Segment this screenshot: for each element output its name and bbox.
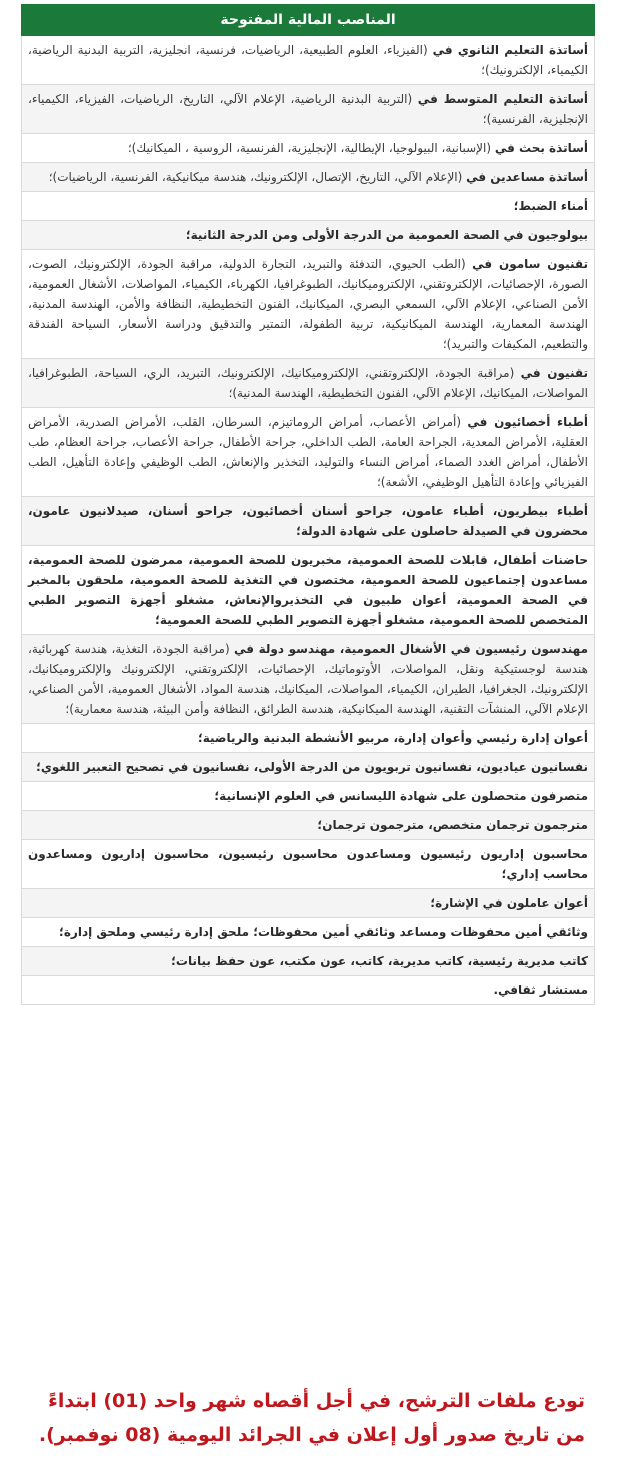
position-cell [22, 497, 595, 546]
position-title: مستشار ثقافي. [493, 983, 588, 997]
position-title: متصرفون متحصلون على شهادة الليسانس في العلوم الإنسانية؛ [214, 789, 588, 803]
position-title: أعوان عاملون في الإشارة؛ [430, 896, 588, 910]
table-row [22, 359, 595, 408]
position-cell [22, 918, 595, 947]
position-title: بيولوجيون في الصحة العمومية من الدرجة الأولى ومن الدرجة الثانية؛ [185, 228, 588, 242]
position-specialties: (الطب الحيوي، التدفئة والتبريد، التجارة الدولية، مراقبة الجودة، الإلكترونيك، الصوت، الصورة، الإحصائيات، الإلكتروتقني، الإلكتروميكانيك، الطبوغرافيا، الكهرباء، الكيمياء، المواصلات، الأشغال العمومية، الأمن الصناعي، الإعلام الآلي، السمعي البصري، الميكانيك، الفنون التخطيطية، النظافة والأمن، الهندسة المدنية، الهندسة المعمارية، الهندسة الميكانيكية، تربية الطفولة، التمتير والتدقيق ودراسة الأسعار، السياحة الفندقة والتطعيم، المكيفات والتبريد)؛ [28, 257, 588, 351]
position-title: أساتذة بحث في [494, 141, 588, 155]
table-row [22, 947, 595, 976]
table-row [22, 840, 595, 889]
table-row [22, 221, 595, 250]
deadline-notice: تودع ملفات الترشح، في أجل أقصاه شهر واحد (01) ابتداءً من تاريخ صدور أول إعلان في الجرائد اليومية (08 نوفمبر). [38, 1390, 585, 1446]
position-title: أساتذة التعليم الثانوي في [432, 43, 588, 57]
table-row [22, 782, 595, 811]
position-title: أساتذة مساعدين في [466, 170, 588, 184]
position-title: أعوان إدارة رئيسي وأعوان إدارة، مربيو الأنشطة البدنية والرياضية؛ [197, 731, 588, 745]
table-title: المناصب المالية المفتوحة [22, 5, 595, 36]
table-row [22, 163, 595, 192]
table-row [22, 250, 595, 359]
position-title: تقنيون سامون في [472, 257, 589, 271]
position-specialties: (مراقبة الجودة، الإلكتروتقني، الإلكتروميكانيك، الإلكترونيك، التبريد، الري، السياحة، الطبوغرافيا، المواصلات، الميكانيك، الإعلام الآلي، الفنون التخطيطية، الهندسة المدنية)؛ [28, 366, 588, 400]
position-specialties: (أمراض الأعصاب، أمراض الروماتيزم، السرطان، القلب، الأمراض الصدرية، الأمراض العقلية، الأمراض المعدية، الجراحة العامة، الطب الداخلي، جراحة الأطفال، جراحة الأعصاب، جراحة العظام، طب الأطفال، أمراض الغدد الصماء، أمراض النساء والتوليد، التخذير والإنعاش، الطب الوظيفي وإعادة التأهيل، الطب الفيزيائي وإعادة التأهيل الوظيفي، الأشعة)؛ [28, 415, 588, 489]
position-title: مهندسون رئيسيون في الأشغال العمومية، مهندسو دولة في [233, 642, 589, 656]
table-row [22, 36, 595, 85]
position-cell [22, 546, 595, 635]
position-cell [22, 359, 595, 408]
position-cell [22, 134, 595, 163]
position-specialties: (التربية البدنية الرياضية، الإعلام الآلي، التاريخ، الرياضيات، الفيزياء، الكيمياء، الإنجليزية، الفرنسية)؛ [28, 92, 588, 126]
table-body [22, 36, 595, 1005]
position-cell [22, 163, 595, 192]
position-specialties: (الإعلام الآلي، التاريخ، الإتصال، الإلكترونيك، هندسة ميكانيكية، الفرنسية، الرياضيات)؛ [48, 170, 467, 184]
position-cell [22, 85, 595, 134]
position-title: تقنيون في [520, 366, 588, 380]
position-cell [22, 889, 595, 918]
table-row [22, 546, 595, 635]
position-title: أطباء بيطريون، أطباء عامون، جراحو أسنان أخصائيون، جراحو أسنان، صيدلانيون عامون، محضرون في الصيدلة حاصلون على شهادة الدولة؛ [28, 504, 588, 538]
position-title: أساتذة التعليم المتوسط في [417, 92, 588, 106]
position-title: أمناء الضبط؛ [513, 199, 588, 213]
table-row [22, 85, 595, 134]
position-cell [22, 840, 595, 889]
position-cell [22, 947, 595, 976]
position-specialties: (مراقبة الجودة، التغذية، هندسة كهربائية، هندسة لوجستيكية ونقل، المواصلات، الأوتوماتيك، الإحصائيات، الإلكتروتقني، الإلكترونيك والإلكتروميكانيك، الإلكترونيك، الجغرافيا، الطيران، الكيمياء، المواصلات، الميكانيك، هندسة المواد، الأشغال العمومية، الأمن الصناعي، الإعلام الآلي، المنشآت التقنية، الهندسة الميكانيكية، هندسة الطرائق، النظافة وأمن البيئة، هندسة معمارية)؛ [28, 642, 588, 716]
table-row [22, 724, 595, 753]
position-title: وثائقي أمين محفوظات ومساعد وثائقي أمين محفوظات؛ ملحق إدارة رئيسي وملحق إدارة؛ [59, 925, 588, 939]
position-cell [22, 753, 595, 782]
position-title: كاتب مديرية رئيسية، كاتب مديرية، كاتب، عون مكتب، عون حفظ بيانات؛ [171, 954, 588, 968]
table-row [22, 811, 595, 840]
position-title: مترجمون ترجمان متخصص، مترجمون ترجمان؛ [317, 818, 588, 832]
position-specialties: (الفيزياء، العلوم الطبيعية، الرياضيات، فرنسية، انجليزية، التربية البدنية الرياضية، الكيمياء، الإلكترونيك)؛ [28, 43, 588, 77]
table-row [22, 635, 595, 724]
table-row [22, 918, 595, 947]
table-row [22, 192, 595, 221]
position-title: محاسبون إداريون رئيسيون ومساعدون محاسبون رئيسيون، محاسبون إداريون ومساعدون محاسب إداري؛ [28, 847, 588, 881]
table-row [22, 408, 595, 497]
position-specialties: (الإسبانية، البيولوجيا، الإيطالية، الإنجليزية، الفرنسية، الروسية ، الميكانيك)؛ [127, 141, 495, 155]
position-cell [22, 635, 595, 724]
table-row [22, 497, 595, 546]
table-row [22, 134, 595, 163]
position-title: حاضنات أطفال، قابلات للصحة العمومية، مخبريون للصحة العمومية، ممرضون للصحة العمومية، مساعدون إجتماعيون للصحة العمومية، مختصون في التغذية للصحة العمومية، ملحقون بالمخبر في الصحة العمومية، أعوان طبيون في التخذيروالإنعاش، مشغلو أجهزة التصوير الطبي المتخصص للصحة العمومية، مشغلو أجهزة التصوير الطبي للصحة العمومية؛ [28, 553, 588, 627]
position-cell [22, 811, 595, 840]
position-cell [22, 408, 595, 497]
position-cell [22, 782, 595, 811]
positions-table [21, 4, 595, 1005]
position-cell [22, 250, 595, 359]
position-cell [22, 221, 595, 250]
position-cell [22, 192, 595, 221]
table-row [22, 976, 595, 1005]
position-title: أطباء أخصائيون في [467, 415, 588, 429]
table-row [22, 753, 595, 782]
position-title: نفسانيون عياديون، نفسانيون تربويون من الدرجة الأولى، نفسانيون في تصحيح التعبير اللغوي؛ [36, 760, 588, 774]
table-row [22, 889, 595, 918]
position-cell [22, 724, 595, 753]
position-cell [22, 36, 595, 85]
position-cell [22, 976, 595, 1005]
